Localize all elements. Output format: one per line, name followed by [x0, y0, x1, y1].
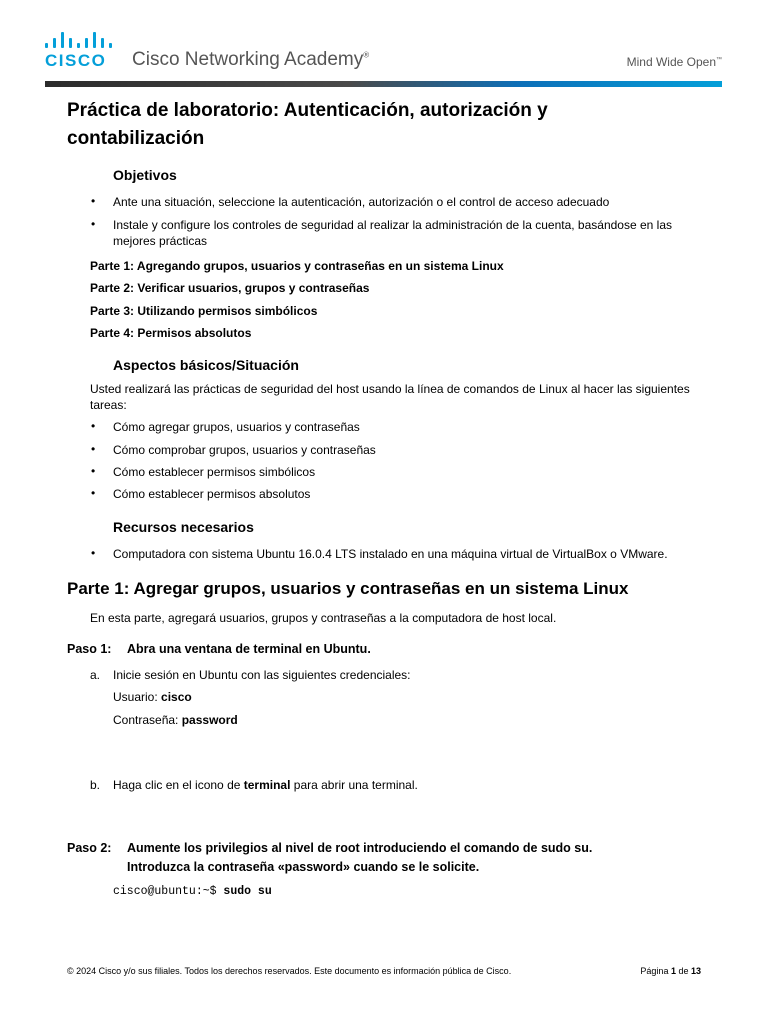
section-heading-objetivos: Objetivos: [113, 167, 177, 183]
page-title: Práctica de laboratorio: Autenticación, autorización y contabilización: [67, 100, 548, 149]
header-divider: [45, 81, 722, 87]
list-item: Cómo comprobar grupos, usuarios y contraseñas: [113, 443, 376, 457]
list-item: Instale y configure los controles de seguridad al realizar la administración de la cuenta, basándose en las mejores prácticas: [113, 218, 672, 248]
list-item: Ante una situación, seleccione la autenticación, autorización o el control de acceso adecuado: [113, 195, 610, 209]
part-link: Parte 1: Agregando grupos, usuarios y contraseñas en un sistema Linux: [90, 259, 504, 273]
cisco-wordmark: CISCO: [45, 51, 107, 70]
section-heading-recursos: Recursos necesarios: [113, 519, 254, 535]
list-item: Cómo establecer permisos absolutos: [113, 487, 311, 501]
part-link: Parte 2: Verificar usuarios, grupos y contraseñas: [90, 281, 370, 295]
paragraph: En esta parte, agregará usuarios, grupos y contraseñas a la computadora de host local.: [90, 611, 557, 625]
part-link: Parte 4: Permisos absolutos: [90, 326, 252, 340]
tagline: Mind Wide Open™: [626, 55, 722, 69]
step-title-cont: Introduzca la contraseña «password» cuando se le solicite.: [127, 860, 480, 874]
bullet-icon: •: [91, 486, 96, 500]
page-header: [0, 0, 768, 84]
footer-copyright: © 2024 Cisco y/o sus filiales. Todos los derechos reservados. Este documento es información pública de Cisco.: [67, 966, 512, 976]
step-label: Paso 2:: [67, 841, 112, 855]
part-link: Parte 3: Utilizando permisos simbólicos: [90, 304, 318, 318]
section-heading-aspectos: Aspectos básicos/Situación: [113, 357, 299, 373]
substep-letter: a.: [90, 668, 101, 682]
academy-name: Cisco Networking Academy®: [132, 49, 370, 70]
credential-user: Usuario: cisco: [113, 690, 192, 704]
step-title: Aumente los privilegios al nivel de root introduciendo el comando de sudo su.: [127, 841, 593, 855]
list-item: Computadora con sistema Ubuntu 16.0.4 LTS instalado en una máquina virtual de VirtualBox o VMware.: [113, 547, 668, 561]
bullet-icon: •: [91, 442, 96, 456]
section-heading-parte1: Parte 1: Agregar grupos, usuarios y contraseñas en un sistema Linux: [67, 579, 629, 598]
list-item: Cómo agregar grupos, usuarios y contraseñas: [113, 420, 360, 434]
step-title: Abra una ventana de terminal en Ubuntu.: [127, 642, 371, 656]
command-line: cisco@ubuntu:~$ sudo su: [113, 885, 272, 898]
substep-text: Inicie sesión en Ubuntu con las siguientes credenciales:: [113, 668, 411, 682]
bullet-icon: •: [91, 464, 96, 478]
bullet-icon: •: [91, 419, 96, 433]
cisco-logo-icon: [45, 30, 115, 48]
bullet-icon: •: [91, 194, 96, 208]
step-label: Paso 1:: [67, 642, 112, 656]
paragraph: Usted realizará las prácticas de seguridad del host usando la línea de comandos de Linux al hacer las siguientes tareas:: [90, 382, 690, 412]
credential-password: Contraseña: password: [113, 713, 238, 727]
page-number: Página 1 de 13: [640, 966, 701, 976]
substep-letter: b.: [90, 778, 101, 792]
substep-text: Haga clic en el icono de terminal para abrir una terminal.: [113, 778, 418, 792]
bullet-icon: •: [91, 546, 96, 560]
bullet-icon: •: [91, 217, 96, 231]
list-item: Cómo establecer permisos simbólicos: [113, 465, 316, 479]
